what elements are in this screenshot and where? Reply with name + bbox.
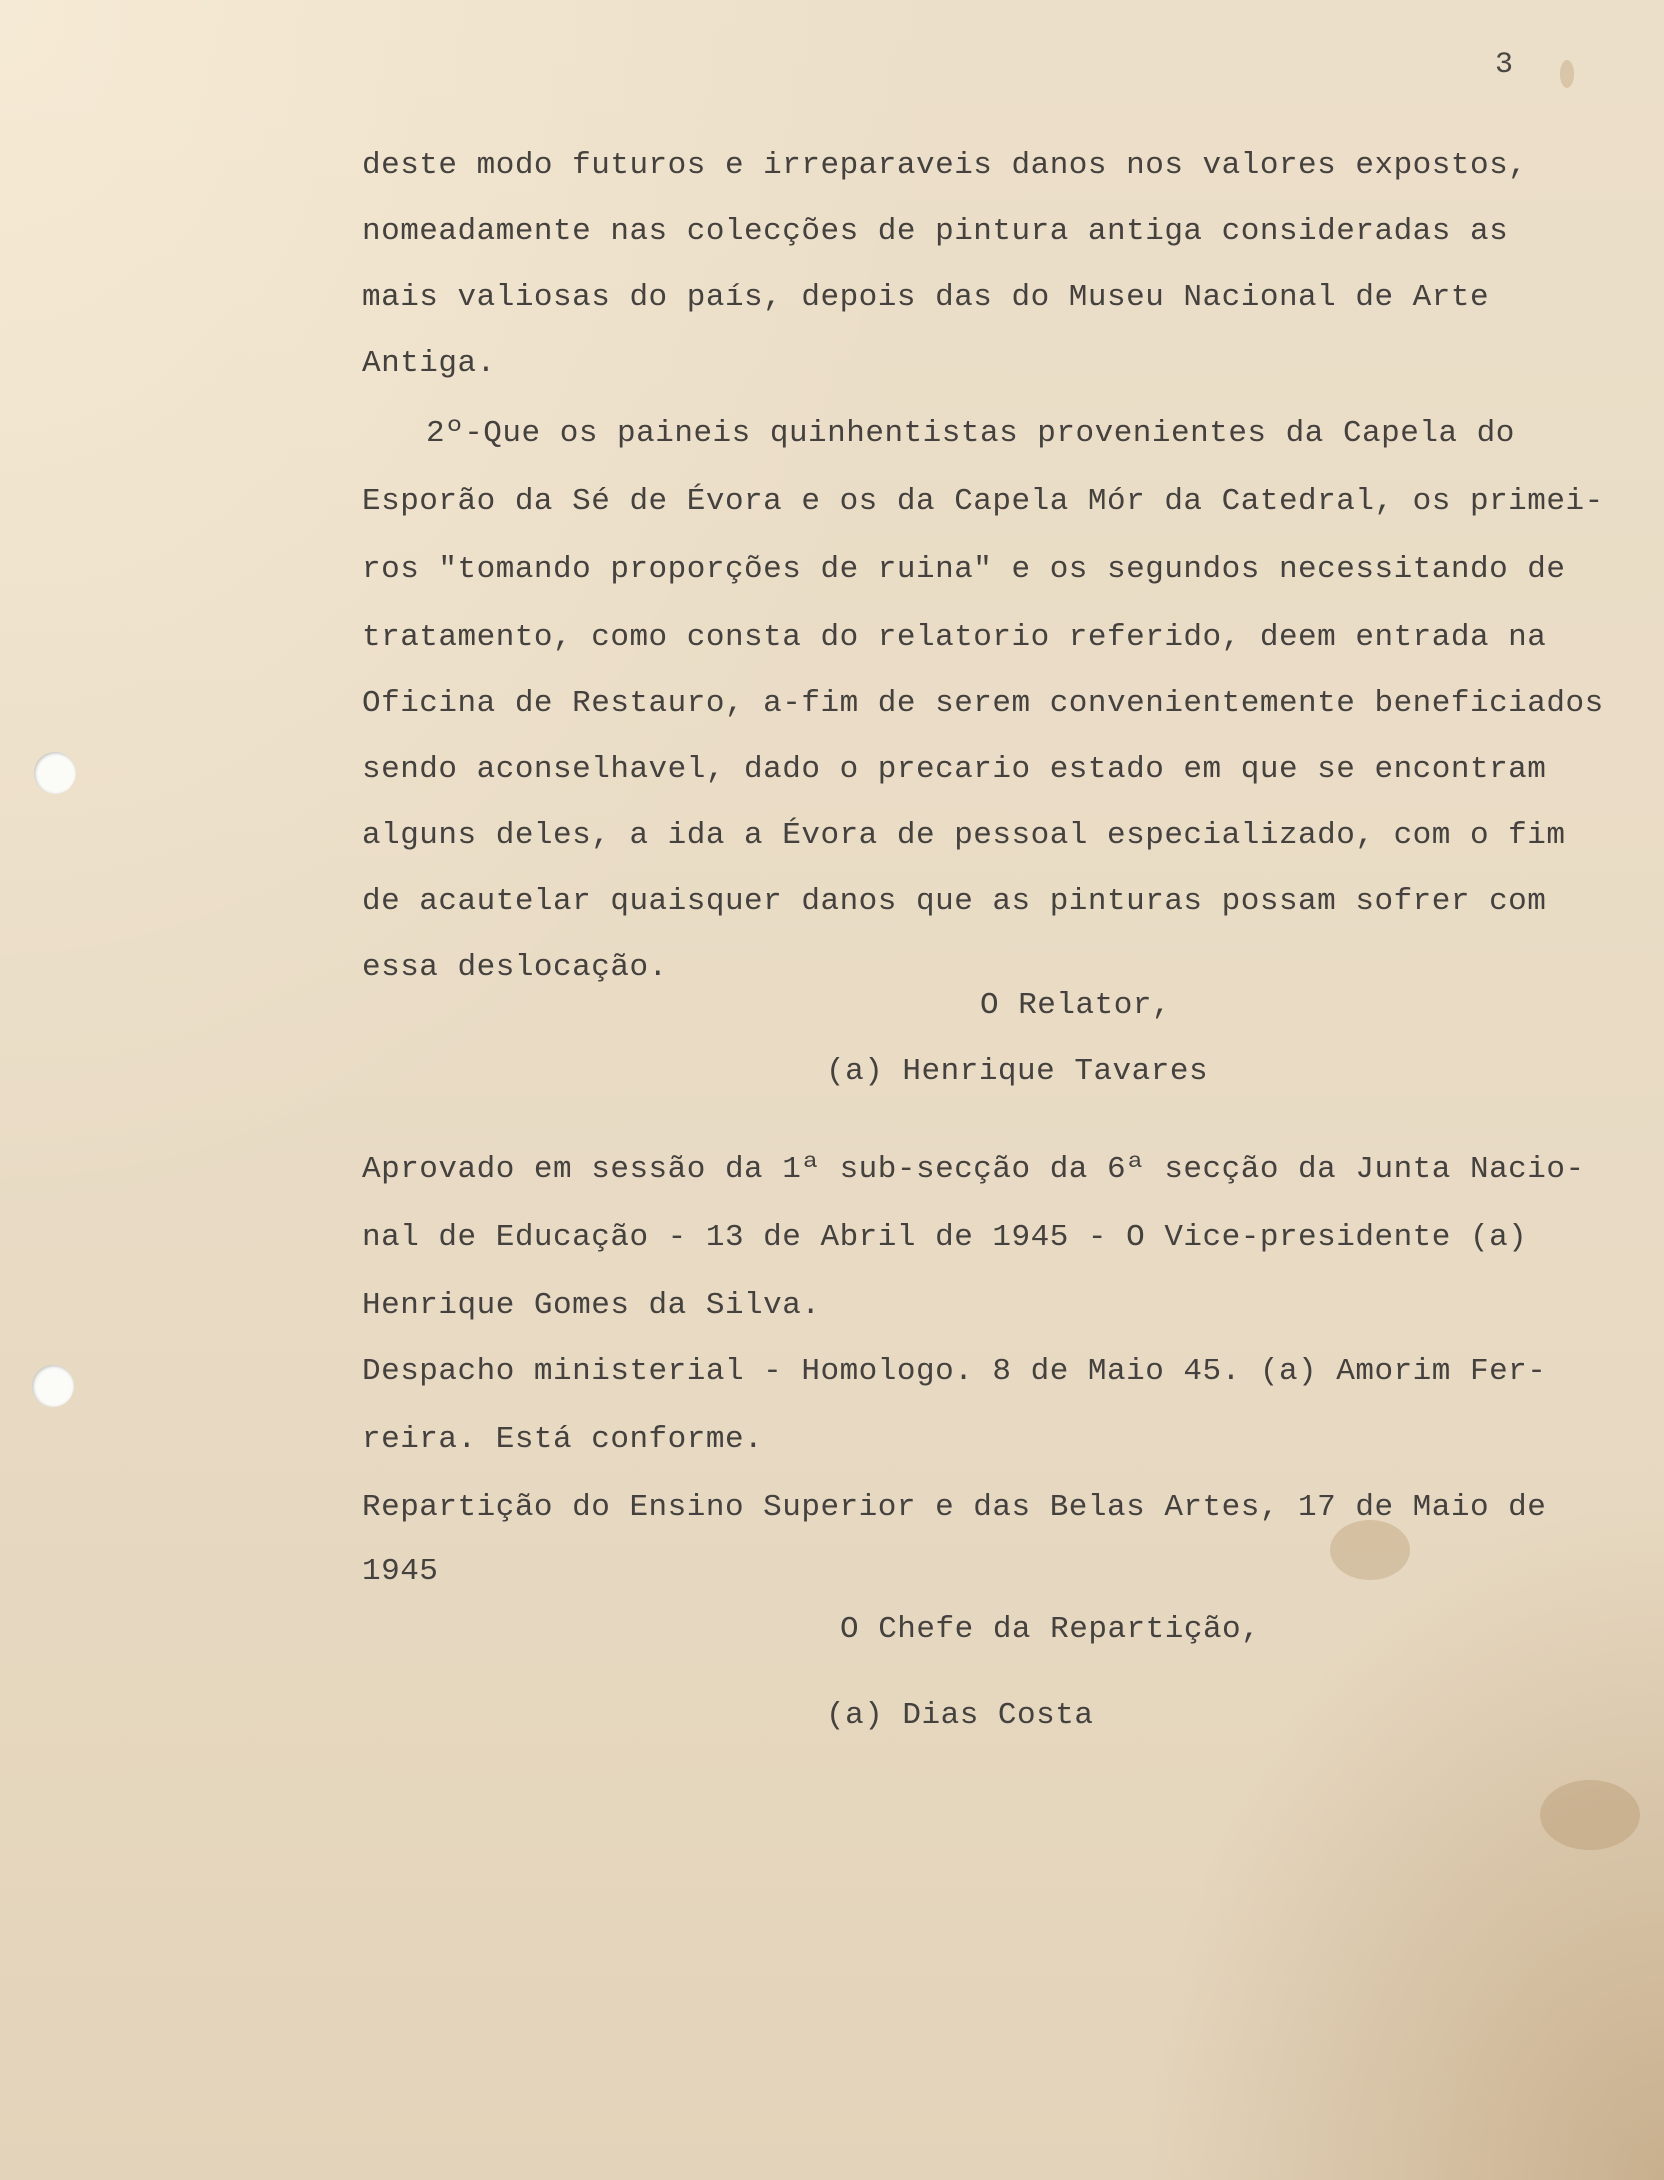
text-line: nal de Educação - 13 de Abril de 1945 - O Vice-presidente (a)	[362, 1220, 1528, 1255]
punch-hole	[34, 752, 76, 794]
text-line: essa deslocação.	[362, 950, 668, 985]
paper-stain	[1330, 1520, 1410, 1580]
page-number: 3	[1495, 48, 1514, 82]
text-line: Oficina de Restauro, a-fim de serem convenientemente beneficiados	[362, 686, 1604, 721]
text-line: Esporão da Sé de Évora e os da Capela Mór da Catedral, os primei-	[362, 484, 1604, 519]
punch-hole	[32, 1365, 74, 1407]
text-line: sendo aconselhavel, dado o precario estado em que se encontram	[362, 752, 1547, 787]
chefe-signature: (a) Dias Costa	[826, 1698, 1094, 1733]
text-line: 2º-Que os paineis quinhentistas provenientes da Capela do	[426, 416, 1515, 451]
text-line: 1945	[362, 1554, 439, 1589]
text-line: reira. Está conforme.	[362, 1422, 764, 1457]
text-line: alguns deles, a ida a Évora de pessoal especializado, com o fim	[362, 818, 1566, 853]
text-line: Antiga.	[362, 346, 496, 381]
text-line: deste modo futuros e irreparaveis danos nos valores expostos,	[362, 148, 1528, 183]
text-line: nomeadamente nas colecções de pintura antiga consideradas as	[362, 214, 1509, 249]
relator-signature: (a) Henrique Tavares	[826, 1054, 1209, 1089]
text-line: tratamento, como consta do relatorio referido, deem entrada na	[362, 620, 1547, 655]
text-line: Henrique Gomes da Silva.	[362, 1288, 821, 1323]
text-line: Despacho ministerial - Homologo. 8 de Maio 45. (a) Amorim Fer-	[362, 1354, 1547, 1389]
text-line: Aprovado em sessão da 1ª sub-secção da 6ª secção da Junta Nacio-	[362, 1152, 1585, 1187]
relator-title: O Relator,	[980, 988, 1172, 1023]
text-line: mais valiosas do país, depois das do Museu Nacional de Arte	[362, 280, 1490, 315]
text-line: Repartição do Ensino Superior e das Belas Artes, 17 de Maio de	[362, 1490, 1547, 1525]
text-line: ros "tomando proporções de ruina" e os segundos necessitando de	[362, 552, 1566, 587]
paper-stain	[1560, 60, 1574, 88]
text-line: de acautelar quaisquer danos que as pinturas possam sofrer com	[362, 884, 1547, 919]
paper-stain	[1540, 1780, 1640, 1850]
chefe-title: O Chefe da Repartição,	[840, 1612, 1261, 1647]
